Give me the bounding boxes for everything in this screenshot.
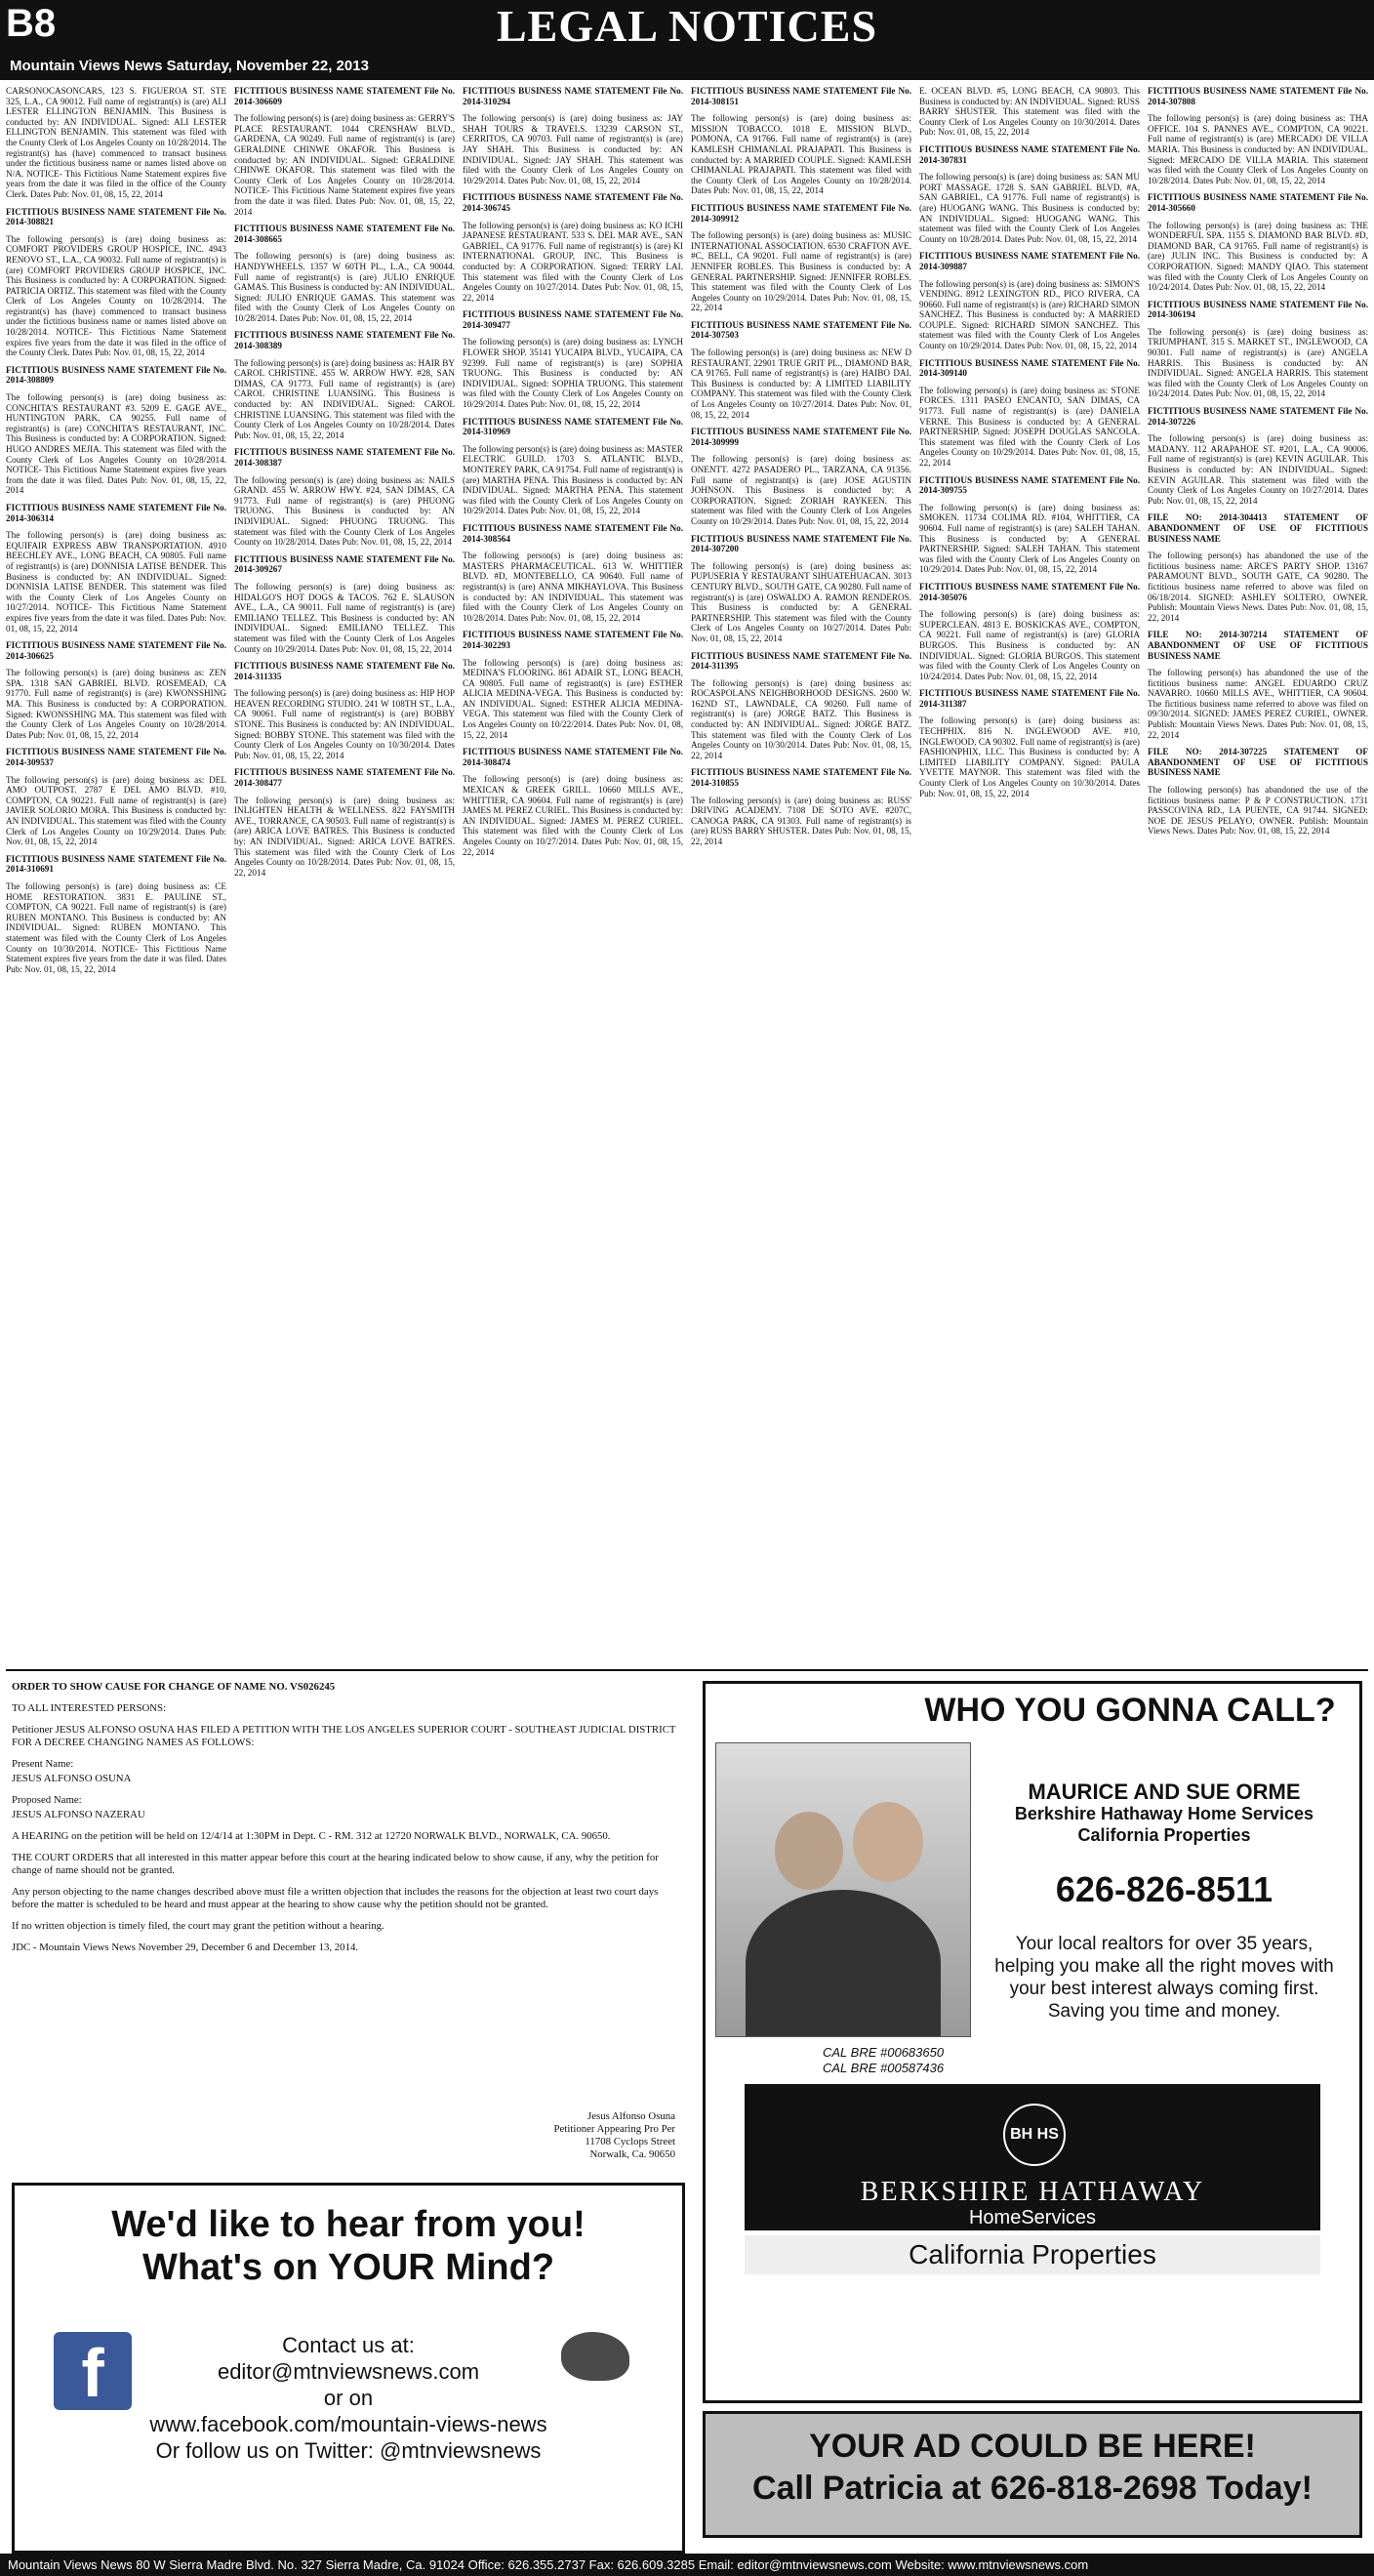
osc-petition: Petitioner JESUS ALFONSO OSUNA HAS FILED A PETITION WITH THE LOS ANGELES SUPERIOR COURT - SOUTHEAST JUDICIAL DISTRICT FOR A DECREE CHANGING NAMES AS FOLLOWS: (12, 1724, 676, 1748)
osc-publication: JDC - Mountain Views News November 29, December 6 and December 13, 2014. (12, 1942, 359, 1953)
dateline: Mountain Views News Saturday, November 22, 2013 (10, 58, 369, 74)
notice-column (919, 86, 1140, 1661)
notice-body: The following person(s) is (are) doing business as: NEW D RESTAURANT. 22901 TRUE GRIT PL., DIAMOND BAR, CA 91765. Full name of registrant(s) is (are) HAIBO DAI. This Business is conducted by: A LIMITED LIABILITY COMPANY. This statement was filed with the County Clerk of Los Angeles County on 10/27/2014. Dates Pub: Nov. 01, 08, 15, 22, 2014 (691, 348, 911, 420)
notice-title: FICTITIOUS BUSINESS NAME STATEMENT File No. 2014-310855 (691, 767, 911, 789)
page-number: B8 (6, 2, 57, 45)
notice-body: The following person(s) is (are) doing business as: CE HOME RESTORATION. 3831 E. PAULINE ST., COMPTON, CA 90221. Full name of registrant(s) is (are) RUBEN MONTANO. This Business is conducted by: AN INDIVIDUAL. Signed: RUBEN MONTANO. This statement was filed with the County Clerk of Los Angeles County on 10/30/2014. NOTICE- This Fictitious Name Statement expires five years from the date it was filed. Dates Pub: Nov. 01, 08, 15, 22, 2014 (6, 880, 226, 974)
notice-title: FICTITIOUS BUSINESS NAME STATEMENT File No. 2014-307200 (691, 533, 911, 554)
notice-body: The following person(s) is (are) doing business as: ROCASPOLANS NEIGHBORHOOD DESIGNS. 2600 W. 162ND ST., LAWNDALE, CA 90260. Full name of registrant(s) is (are) JORGE BATZ. This Business is conducted by: AN INDIVIDUAL. Signed: JORGE BATZ. This statement was filed with the County Clerk of Los Angeles County on 10/30/2014. Dates Pub: Nov. 01, 08, 15, 22, 2014 (691, 677, 911, 760)
osc-sign-address1: 11708 Cyclops Street (585, 2136, 675, 2147)
notice-title: FICTITIOUS BUSINESS NAME STATEMENT File No. 2014-308809 (6, 364, 226, 386)
osc-signature-block (441, 2110, 675, 2161)
cal-bre-1: CAL BRE #00683650 (823, 2045, 945, 2060)
notice-title: FICTITIOUS BUSINESS NAME STATEMENT File No. 2014-307226 (1148, 406, 1368, 427)
osc-sign-name: Jesus Alfonso Osuna (587, 2110, 675, 2122)
osc-no-objection: If no written objection is timely filed, the court may grant the petition without a hearing. (12, 1920, 384, 1932)
bhhs-sub: HomeServices (968, 2207, 1097, 2228)
masthead (0, 0, 1374, 53)
notice-title: FICTITIOUS BUSINESS NAME STATEMENT File No. 2014-305660 (1148, 192, 1368, 213)
notice-body: The following person(s) is (are) doing business as: JAY SHAH TOURS & TRAVELS. 13239 CARSON ST., CERRITOS, CA 90703. Full name of registrant(s) is (are) JAY SHAH. This Business is conducted by: AN INDIVIDUAL. Signed: JAY SHAH. This statement was filed with the County Clerk of Los Angeles County on 10/29/2014. Dates Pub: Nov. 01, 08, 15, 22, 2014 (463, 113, 683, 185)
notice-body: The following person(s) is (are) doing business as: TRIUMPHANT. 315 S. MARKET ST., INGLEWOOD, CA 90301. Full name of registrant(s) is (are) ANGELA HARRIS. This Business is conducted by: AN INDIVIDUAL. Signed: ANGELA HARRIS. This statement was filed with the County Clerk of Los Angeles County on 10/24/2014. Dates Pub: Nov. 01, 08, 15, 22, 2014 (1148, 326, 1368, 399)
notice-title: FICTITIOUS BUSINESS NAME STATEMENT File No. 2014-308474 (463, 747, 683, 767)
osc-title: ORDER TO SHOW CAUSE FOR CHANGE OF NAME NO. VS026245 (12, 1681, 336, 1693)
hear-from-you-ad (12, 2183, 685, 2554)
osc-to-all: TO ALL INTERESTED PERSONS: (12, 1702, 167, 1714)
notice-title: FICTITIOUS BUSINESS NAME STATEMENT File No. 2014-307808 (1148, 86, 1368, 106)
notice-body: The following person(s) is (are) doing business as: GERRY'S PLACE RESTAURANT. 1044 CRENSHAW BLVD., GARDENA, CA 90249. Full name of registrant(s) is (are) GERALDINE CHINWE OKAFOR. This Business is conducted by: AN INDIVIDUAL. Signed: GERALDINE CHINWE OKAFOR. This statement was filed with the County Clerk of Los Angeles County on 10/28/2014. NOTICE- This Fictitious Name Statement expires five years from the date it was filed. Dates Pub: Nov. 01, 08, 15, 22, 2014 (234, 113, 455, 217)
notice-title: FICTITIOUS BUSINESS NAME STATEMENT File No. 2014-309140 (919, 357, 1140, 379)
notice-body: The following person(s) is (are) doing business as: SMOKEN. 11734 COLIMA RD. #104, WHITTIER, CA 90604. Full name of registrant(s) is (are) SALEH TAHAN. This Business is conducted by: A GENERAL PARTNERSHIP. Signed: SALEH TAHAN. This statement was filed with the County Clerk of Los Angeles County on 10/29/2014. Dates Pub: Nov. 01, 08, 15, 22, 2014 (919, 502, 1140, 575)
notice-body: E. OCEAN BLVD. #5, LONG BEACH, CA 90803. This Business is conducted by: AN INDIVIDUAL. Signed: RUSS BARRY SHUSTER. This statement was filed with the County Clerk of Los Angeles County on 10/30/2014. Dates Pub: Nov. 01, 08, 15, 22, 2014 (919, 86, 1140, 138)
notice-body: The following person(s) is (are) doing business as: HAIR BY CAROL CHRISTINE. 455 W. ARROW HWY. #28, SAN DIMAS, CA 91773. Full name of registrant(s) is (are) CAROL CHRISTINE LUANSING. This Business is conducted by: AN INDIVIDUAL. Signed: CAROL CHRISTINE LUANSING. This statement was filed with the County Clerk of Los Angeles County on 10/28/2014. Dates Pub: Nov. 01, 08, 15, 22, 2014 (234, 357, 455, 440)
facebook-icon: f (54, 2332, 132, 2410)
notice-body: The following person(s) has abandoned the use of the fictitious business name: ANGEL EDUARDO CRUZ NAVARRO. 10660 MILLS AVE., WHITTIER, CA 90604. The fictitious business name referred to above was filed on 09/30/2014. SIGNED: JAMES PEREZ CURIEL, OWNER. Publish: Mountain Views News. Dates Pub: Nov. 01, 08, 15, 22, 2014 (1148, 668, 1368, 740)
hear-contact-block (15, 2332, 682, 2464)
osc-present-name: JESUS ALFONSO OSUNA (12, 1773, 132, 1784)
notice-title: FICTITIOUS BUSINESS NAME STATEMENT File No. 2014-309477 (463, 309, 683, 330)
notice-column (6, 86, 226, 1661)
notice-title: FICTITIOUS BUSINESS NAME STATEMENT File No. 2014-309887 (919, 251, 1140, 271)
notice-title: FICTITIOUS BUSINESS NAME STATEMENT File No. 2014-308665 (234, 224, 455, 244)
realtor-ad (703, 1681, 1362, 2403)
your-ad-line1: YOUR AD COULD BE HERE! (809, 2428, 1256, 2465)
hear-line1: We'd like to hear from you! (111, 2204, 586, 2245)
notice-body: The following person(s) is (are) doing business as: INLIGHTEN HEALTH & WELLNESS. 822 FAYSMITH AVE., TORRANCE, CA 90503. Full name of registrant(s) is (are) ARICA LOVE BATRES. This Business is conducted by: AN INDIVIDUAL. Signed: ARICA LOVE BATRES. This statement was filed with the County Clerk of Los Angeles County on 10/28/2014. Dates Pub: Nov. 01, 08, 15, 22, 2014 (234, 795, 455, 878)
notice-body: The following person(s) is (are) doing business as: NAILS GRAND. 455 W. ARROW HWY. #24, SAN DIMAS, CA 91773. Full name of registrant(s) is (are) PHUONG TRUONG. This Business is conducted by: AN INDIVIDUAL. Signed: PHUONG TRUONG. This statement was filed with the County Clerk of Los Angeles County on 10/28/2014. Dates Pub: Nov. 01, 08, 15, 22, 2014 (234, 474, 455, 548)
notice-body: The following person(s) is (are) doing business as: EQUIFAIR EXPRESS ABW TRANSPORTATION. 4910 BEECHLEY AVE., LONG BEACH, CA 90805. Full name of registrant(s) is (are) DONNISIA LATISE BENDER. This Business is conducted by: AN INDIVIDUAL. Signed: DONNISIA LATISE BENDER. This statement was filed with the County Clerk of Los Angeles County on 10/27/2014. NOTICE- This Fictitious Name Statement expires five years from the date it was filed. Dates Pub: Nov. 01, 08, 15, 22, 2014 (6, 530, 226, 634)
notice-body: The following person(s) is (are) doing business as: SIMON'S VENDING. 8912 LEXINGTON RD., PICO RIVERA, CA 90660. Full name of registrant(s) is (are) RICHARD SIMON SANCHEZ. This Business is conducted by: A MARRIED COUPLE. Signed: RICHARD SIMON SANCHEZ. This statement was filed with the County Clerk of Los Angeles County on 10/29/2014. Dates Pub: Nov. 01, 08, 15, 22, 2014 (919, 278, 1140, 351)
osc-proposed-label: Proposed Name: (12, 1794, 82, 1806)
notice-title: FICTITIOUS BUSINESS NAME STATEMENT File No. 2014-307503 (691, 319, 911, 341)
section-title: LEGAL NOTICES (496, 1, 878, 51)
notice-title: FICTITIOUS BUSINESS NAME STATEMENT File No. 2014-310969 (463, 416, 683, 437)
footer-text: Mountain Views News 80 W Sierra Madre Blvd. No. 327 Sierra Madre, Ca. 91024 Office: 626.355.2737 Fax: 626.609.3285 Email: editor@mtnviewsnews.com Website: www.mtnviewsnews.com (8, 2557, 1089, 2572)
notice-body: CARSONOCASONCARS, 123 S. FIGUEROA ST. STE 325, L.A., CA 90012. Full name of registrant(s) is (are) ALI LESTER ELLINGTON BENJAMIN. This Business is conducted by: AN INDIVIDUAL. Signed: ALI LESTER ELLINGTON BENJAMIN. This statement was filed with the County Clerk of Los Angeles County on 10/28/2014. The registrant(s) has (have) commenced to transact business under the fictitious business name or names listed above on N/A. NOTICE- This Fictitious Name Statement expires five years from the date it was filed in the office of the County Clerk. Dates Pub: Nov. 01, 08, 15, 22, 2014 (6, 86, 226, 199)
notice-body: The following person(s) has abandoned the use of the fictitious business name: ARCE'S PARTY SHOP. 13167 PARAMOUNT BLVD., SOUTH GATE, CA 90280. The fictitious business name referred to above was filed on 06/18/2014. SIGNED: ASHLEY SOLTERO, OWNER. Publish: Mountain Views News. Dates Pub: Nov. 01, 08, 15, 22, 2014 (1148, 551, 1368, 623)
notice-body: The following person(s) is (are) doing business as: MISSION TOBACCO. 1018 E. MISSION BLVD., POMONA, CA 91766. Full name of registrant(s) is (are) KAMLESH CHIMANLAL PRAJAPATI. This Business is conducted by: A MARRIED COUPLE. Signed: KAMLESH CHIMANLAL PRAJAPATI. This statement was filed with the County Clerk of Los Angeles County on 10/28/2014. Dates Pub: Nov. 01, 08, 15, 22, 2014 (691, 113, 911, 196)
bhhs-name: BERKSHIRE HATHAWAY (860, 2177, 1205, 2207)
notice-body: The following person(s) is (are) doing business as: COMFORT PROVIDERS GROUP HOSPICE, INC. 4943 RENOVO ST., L.A., CA 90032. Full name of registrant(s) is (are) COMFORT PROVIDERS GROUP HOSPICE, INC. This Business is conducted by: A CORPORATION. Signed: PATRICIA ORTIZ. This statement was filed with the County Clerk of Los Angeles County on 10/28/2014. The registrant(s) has (have) commenced to transact business under the fictitious business name or names listed above on 10/28/2014. NOTICE- This Fictitious Name Statement expires five years from the date it was filed in the office of the County Clerk. Dates Pub: Nov. 01, 08, 15, 22, 2014 (6, 233, 226, 358)
notice-body: The following person(s) is (are) doing business as: MASTERS PHARMACEUTICAL. 613 W. WHITTIER BLVD. #D, MONTEBELLO, CA 90640. Full name of registrant(s) is (are) ANNA MIKHAYLOVA. This Business is conducted by: AN INDIVIDUAL. This statement was filed with the County Clerk of Los Angeles County on 10/28/2014. Dates Pub: Nov. 01, 08, 15, 22, 2014 (463, 551, 683, 623)
notice-title: FICTITIOUS BUSINESS NAME STATEMENT File No. 2014-306194 (1148, 299, 1368, 320)
notice-body: The following person(s) is (are) doing business as: MEDINA'S FLOORING. 861 ADAIR ST., LONG BEACH, CA 90805. Full name of registrant(s) is (are) ESTHER ALICIA MEDINA-VEGA. This Business is conducted by: AN INDIVIDUAL. Signed: ESTHER ALICIA MEDINA-VEGA. This statement was filed with the County Clerk of Los Angeles County on 10/22/2014. Dates Pub: Nov. 01, 08, 15, 22, 2014 (463, 657, 683, 740)
realtor-phone: 626-826-8511 (1055, 1869, 1273, 1909)
notice-body: The following person(s) is (are) doing business as: ONENTT. 4272 PASADERO PL., TARZANA, CA 91356. Full name of registrant(s) is (are) JOSE AGUSTIN JOHNSON. This Business is conducted by: A CORPORATION. Signed: ZORIAH RAYKEEN. This statement was filed with the County Clerk of Los Angeles County on 10/29/2014. Dates Pub: Nov. 01, 08, 15, 22, 2014 (691, 454, 911, 526)
notice-title: FICTITIOUS BUSINESS NAME STATEMENT File No. 2014-310691 (6, 853, 226, 875)
notice-body: The following person(s) is (are) doing business as: SAN MU PORT MASSAGE. 1728 S. SAN GABRIEL BLVD. #A, SAN GABRIEL, CA 91776. Full name of registrant(s) is (are) HUOGANG WANG. This Business is conducted by: AN INDIVIDUAL. Signed: HUOGANG WANG. This statement was filed with the County Clerk of Los Angeles County on 10/28/2014. Dates Pub: Nov. 01, 08, 15, 22, 2014 (919, 172, 1140, 244)
osc-sign-address2: Norwalk, Ca. 90650 (589, 2148, 675, 2160)
notice-title: FICTITIOUS BUSINESS NAME STATEMENT File No. 2014-306745 (463, 192, 683, 213)
notice-body: The following person(s) is (are) doing business as: THE WONDERFUL SPA. 1155 S. DIAMOND BAR BLVD. #D, DIAMOND BAR, CA 91765. Full name of registrant(s) is (are) JULIN INC. This Business is conducted by: A CORPORATION. Signed: MANDY QIAO. This statement was filed with the County Clerk of Los Angeles County on 10/24/2014. Dates Pub: Nov. 01, 08, 15, 22, 2014 (1148, 220, 1368, 293)
notice-body: The following person(s) is (are) doing business as: SUPERCLEAN. 4813 E. BOSKICKAS AVE., COMPTON, CA 90221. Full name of registrant(s) is (are) GLORIA BURGOS. This Business is conducted by: AN INDIVIDUAL. Signed: GLORIA BURGOS. This statement was filed with the County Clerk of Los Angeles County on 10/24/2014. Dates Pub: Nov. 01, 08, 15, 22, 2014 (919, 609, 1140, 681)
osc-proposed-name: JESUS ALFONSO NAZERAU (12, 1809, 145, 1820)
order-to-show-cause (12, 1681, 685, 2169)
hear-or-on: or on (323, 2386, 374, 2410)
notice-body: The following person(s) has abandoned the use of the fictitious business name: P & P CONSTRUCTION. 1731 PASSCOVINA RD., LA PUENTE, CA 91744. SIGNED: NOE DE JESUS PELAYO, OWNER. Publish: Mountain Views News. Dates Pub: Nov. 01, 08, 15, 22, 2014 (1148, 785, 1368, 837)
osc-objection: Any person objecting to the name changes described above must file a written objection that includes the reasons for the objection at least two court days before the matter is scheduled to be heard and must appear at the hearing to show cause why the petition should not be granted. (12, 1886, 659, 1910)
hear-email[interactable]: editor@mtnviewsnews.com (217, 2359, 480, 2384)
notice-title: FICTITIOUS BUSINESS NAME STATEMENT File No. 2014-311387 (919, 688, 1140, 709)
legal-notice-columns (6, 86, 1368, 1661)
notice-title: FICTITIOUS BUSINESS NAME STATEMENT File No. 2014-308387 (234, 447, 455, 468)
notice-body: The following person(s) is (are) doing business as: MASTER ELECTRIC GUILD. 1703 S. ATLANTIC BLVD., MONTEREY PARK, CA 91754. Full name of registrant(s) is (are) MARTHA PENA. This Business is conducted by: AN INDIVIDUAL. Signed: MARTHA PENA. This statement was filed with the County Clerk of Los Angeles County on 10/29/2014. Dates Pub: Nov. 01, 08, 15, 22, 2014 (463, 443, 683, 516)
notice-body: The following person(s) is (are) doing business as: STONE FORCES. 1311 PASEO ENCANTO, SAN DIMAS, CA 91773. Full name of registrant(s) is (are) DANIELA VERNE. This Business is conducted by: A GENERAL PARTNERSHIP. Signed: JOSEPH DOUGLAS SANCOLA. This statement was filed with the County Clerk of Los Angeles County on 10/29/2014. Dates Pub: Nov. 01, 08, 15, 22, 2014 (919, 385, 1140, 468)
notice-column (234, 86, 455, 1661)
realtor-photo (715, 1742, 971, 2037)
notice-title: FICTITIOUS BUSINESS NAME STATEMENT File No. 2014-306625 (6, 640, 226, 661)
realtor-license (823, 2045, 944, 2076)
hear-facebook[interactable]: www.facebook.com/mountain-views-news (149, 2412, 547, 2436)
notice-title: FICTITIOUS BUSINESS NAME STATEMENT File No. 2014-309912 (691, 202, 911, 224)
realtor-region: California Properties (1077, 1825, 1251, 1845)
notice-body: The following person(s) is (are) doing business as: HANDYWHEELS. 1357 W 60TH PL., L.A., CA 90044. Full name of registrant(s) is (are) JULIO ENRIQUE GAMAS. This Business is conducted by: AN INDIVIDUAL. Signed: JULIO ENRIQUE GAMAS. This statement was filed with the County Clerk of Los Angeles County on 10/28/2014. Dates Pub: Nov. 01, 08, 15, 22, 2014 (234, 251, 455, 323)
bhhs-logo (745, 2084, 1320, 2230)
notice-body: The following person(s) is (are) doing business as: MADANY. 112 ARAPAHOE ST. #201, L.A., CA 90006. Full name of registrant(s) is (are) KEVIN AGUILAR. This Business is conducted by: AN INDIVIDUAL. Signed: KEVIN AGUILAR. This statement was filed with the County Clerk of Los Angeles County on 10/27/2014. Dates Pub: Nov. 01, 08, 15, 22, 2014 (1148, 433, 1368, 506)
notice-title: FICTITIOUS BUSINESS NAME STATEMENT File No. 2014-311395 (691, 650, 911, 672)
your-ad-line2: Call Patricia at 626-818-2698 Today! (752, 2470, 1313, 2507)
notice-body: The following person(s) is (are) doing business as: PUPUSERIA Y RESTAURANT SIHUATEHUACAN. 3013 CENTURY BLVD., SOUTH GATE, CA 90280. Full name of registrant(s) is (are) OSWALDO A. RAMON RENDEROS. This Business is conducted by: A GENERAL PARTNERSHIP. This statement was filed with the County Clerk of Los Angeles County on 10/27/2014. Dates Pub: Nov. 01, 08, 15, 22, 2014 (691, 560, 911, 643)
notice-title: FICTITIOUS BUSINESS NAME STATEMENT File No. 2014-308564 (463, 522, 683, 544)
notice-title: FICTITIOUS BUSINESS NAME STATEMENT File No. 2014-305076 (919, 581, 1140, 602)
notice-title: FICTITIOUS BUSINESS NAME STATEMENT File No. 2014-309755 (919, 474, 1140, 496)
notice-title: FILE NO: 2014-307225 STATEMENT OF ABANDONMENT OF USE OF FICTITIOUS BUSINESS NAME (1148, 747, 1368, 778)
notice-body: The following person(s) is (are) doing business as: MEXICAN & GREEK GRILL. 10660 MILLS AVE., WHITTIER, CA 90604. Full name of registrant(s) is (are) JAMES M. PEREZ CURIEL. This Business is conducted by: AN INDIVIDUAL. Signed: JAMES M. PEREZ CURIEL. This statement was filed with the County Clerk of Los Angeles County on 10/27/2014. Dates Pub: Nov. 01, 08, 15, 22, 2014 (463, 774, 683, 857)
notice-title: FICTITIOUS BUSINESS NAME STATEMENT File No. 2014-307831 (919, 143, 1140, 165)
page-footer (0, 2554, 1374, 2576)
notice-column (1148, 86, 1368, 1661)
cal-bre-2: CAL BRE #00587436 (823, 2061, 945, 2075)
hear-twitter[interactable]: Or follow us on Twitter: @mtnviewsnews (155, 2438, 542, 2463)
realtor-names: MAURICE AND SUE ORME (1028, 1779, 1301, 1804)
osc-hearing: A HEARING on the petition will be held on 12/4/14 at 1:30PM in Dept. C - RM. 312 at 12720 NORWALK BLVD., NORWALK, CA. 90650. (12, 1830, 611, 1842)
notice-column (691, 86, 911, 1661)
notice-body: The following person(s) is (are) doing business as: THA OFFICE. 104 S. PANNES AVE., COMPTON, CA 90221. Full name of registrant(s) is (are) MERCADO DE VILLA MARIA. This Business is conducted by: AN INDIVIDUAL. Signed: MERCADO DE VILLA MARIA. This statement was filed with the County Clerk of Los Angeles County on 10/28/2014. Dates Pub: Nov. 01, 08, 15, 22, 2014 (1148, 113, 1368, 185)
hear-line2: What's on YOUR Mind? (141, 2247, 555, 2288)
realtor-names-block (979, 1781, 1350, 1846)
notice-title: FICTITIOUS BUSINESS NAME STATEMENT File No. 2014-308389 (234, 330, 455, 351)
notice-title: FILE NO: 2014-307214 STATEMENT OF ABANDONMENT OF USE OF FICTITIOUS BUSINESS NAME (1148, 630, 1368, 661)
osc-present-label: Present Name: (12, 1758, 74, 1770)
notice-title: FICTITIOUS BUSINESS NAME STATEMENT File No. 2014-306609 (234, 86, 455, 106)
notice-title: FICTITIOUS BUSINESS NAME STATEMENT File No. 2014-309267 (234, 553, 455, 575)
osc-sign-role: Petitioner Appearing Pro Per (553, 2123, 675, 2135)
hear-contact: Contact us at: (282, 2333, 415, 2357)
notice-title: FICTITIOUS BUSINESS NAME STATEMENT File No. 2014-308821 (6, 206, 226, 227)
notice-body: The following person(s) is (are) doing business as: LYNCH FLOWER SHOP. 35141 YUCAIPA BLVD., YUCAIPA, CA 92399. Full name of registrant(s) is (are) SOPHIA TRUONG. This Business is conducted by: AN INDIVIDUAL. Signed: SOPHIA TRUONG. This statement was filed with the County Clerk of Los Angeles County on 10/29/2014. Dates Pub: Nov. 01, 08, 15, 22, 2014 (463, 337, 683, 410)
notice-body: The following person(s) is (are) doing business as: TECHPHIX. 816 N. INGLEWOOD AVE. #10, INGLEWOOD, CA 90302. Full name of registrant(s) is (are) FASHIONPHIX, LLC. This Business is conducted by: A LIMITED LIABILITY COMPANY. Signed: PAULA YVETTE MAYNOR. This statement was filed with the County Clerk of Los Angeles County on 10/30/2014. Dates Pub: Nov. 01, 08, 15, 22, 2014 (919, 716, 1140, 798)
notice-body: The following person(s) is (are) doing business as: MUSIC INTERNATIONAL ASSOCIATION. 6530 CRAFTON AVE. #C, BELL, CA 90201. Full name of registrant(s) is (are) JENNIFER ROBLES. This Business is conducted by: A GENERAL PARTNERSHIP. Signed: JENNIFER ROBLES. This statement was filed with the County Clerk of Los Angeles County on 10/29/2014. Dates Pub: Nov. 01, 08, 15, 22, 2014 (691, 230, 911, 313)
notice-body: The following person(s) is (are) doing business as: CONCHITA'S RESTAURANT #3. 5209 E. GAGE AVE., HUNTINGTON PARK, CA 90255. Full name of registrant(s) is (are) CONCHITA'S RESTAURANT, INC. This Business is conducted by: A CORPORATION. Signed: HUGO ANDRES MEJIA. This statement was filed with the County Clerk of Los Angeles County on 10/28/2014. NOTICE- This Fictitious Name Statement expires five years from the date it was filed. Dates Pub: Nov. 01, 08, 15, 22, 2014 (6, 392, 226, 496)
notice-title: FICTITIOUS BUSINESS NAME STATEMENT File No. 2014-309999 (691, 427, 911, 447)
notice-title: FILE NO: 2014-304413 STATEMENT OF ABANDONMENT OF USE OF FICTITIOUS BUSINESS NAME (1148, 512, 1368, 544)
notice-title: FICTITIOUS BUSINESS NAME STATEMENT File No. 2014-311335 (234, 661, 455, 681)
dateline-bar (0, 53, 1374, 80)
notice-title: FICTITIOUS BUSINESS NAME STATEMENT File No. 2014-308151 (691, 86, 911, 106)
realtor-company: Berkshire Hathaway Home Services (1014, 1804, 1314, 1823)
realtor-headline: WHO YOU GONNA CALL? (924, 1692, 1336, 1729)
notice-column (463, 86, 683, 1661)
notice-title: FICTITIOUS BUSINESS NAME STATEMENT File No. 2014-310294 (463, 86, 683, 106)
notice-title: FICTITIOUS BUSINESS NAME STATEMENT File No. 2014-308477 (234, 767, 455, 789)
realtor-body: Your local realtors for over 35 years, helping you make all the right moves with your best interest always coming first. Saving you time and money. (994, 1934, 1334, 2022)
hear-headline (15, 2203, 682, 2289)
notice-body: The following person(s) is (are) doing business as: HIDALGO'S HOT DOGS & TACOS. 762 E. SLAUSON AVE., L.A., CA 90011. Full name of registrant(s) is (are) EMILIANO TELLEZ. This Business is conducted by: AN INDIVIDUAL. Signed: EMILIANO TELLEZ. This statement was filed with the County Clerk of Los Angeles County on 10/29/2014. Dates Pub: Nov. 01, 08, 15, 22, 2014 (234, 581, 455, 654)
section-divider (6, 1669, 1368, 1671)
osc-orders: THE COURT ORDERS that all interested in this matter appear before this court at the hearing indicated below to show cause, if any, why the petition for change of name should not be granted. (12, 1852, 659, 1876)
bhhs-seal-icon: BH HS (1003, 2104, 1066, 2166)
notice-body: The following person(s) is (are) doing business as: KO ICHI JAPANESE RESTAURANT. 533 S. DEL MAR AVE., SAN GABRIEL, CA 91776. Full name of registrant(s) is (are) KI INTERNATIONAL GROUP, INC. This Business is conducted by: A CORPORATION. Signed: TERRY LAI. This statement was filed with the County Clerk of Los Angeles County on 10/27/2014. Dates Pub: Nov. 01, 08, 15, 22, 2014 (463, 220, 683, 303)
bhhs-region: California Properties (745, 2235, 1320, 2274)
notice-title: FICTITIOUS BUSINESS NAME STATEMENT File No. 2014-302293 (463, 630, 683, 650)
notice-body: The following person(s) is (are) doing business as: RUSS' DRIVING ACADEMY. 7108 DE SOTO AVE. #207C, CANOGA PARK, CA 91303. Full name of registrant(s) is (are) RUSS BARRY SHUSTER. Dates Pub: Nov. 01, 08, 15, 22, 2014 (691, 795, 911, 846)
notice-body: The following person(s) is (are) doing business as: DEL AMO OUTPOST. 2787 E DEL AMO BLVD. #10, COMPTON, CA 90221. Full name of registrant(s) is (are) JAVIER SOLORIO MORA. This Business is conducted by: AN INDIVIDUAL. This statement was filed with the County Clerk of Los Angeles County on 10/29/2014. Dates Pub: Nov. 01, 08, 15, 22, 2014 (6, 774, 226, 847)
your-ad-here (703, 2411, 1362, 2538)
notice-body: The following person(s) is (are) doing business as: ZEN SPA. 1318 SAN GABRIEL BLVD. ROSEMEAD, CA 91770. Full name of registrant(s) is (are) KWONSSHING MA. This Business is conducted by: A CORPORATION. Signed: KWONSSHING MA. This statement was filed with the County Clerk of Los Angeles County on 10/28/2014. Dates Pub: Nov. 01, 08, 15, 22, 2014 (6, 668, 226, 740)
notice-title: FICTITIOUS BUSINESS NAME STATEMENT File No. 2014-306314 (6, 502, 226, 523)
notice-body: The following person(s) is (are) doing business as: HIP HOP HEAVEN RECORDING STUDIO. 241 W 108TH ST., L.A., CA 90061. Full name of registrant(s) is (are) BOBBY STONE. This Business is conducted by: AN INDIVIDUAL. Signed: BOBBY STONE. This statement was filed with the County Clerk of Los Angeles County on 10/30/2014. Dates Pub: Nov. 01, 08, 15, 22, 2014 (234, 688, 455, 760)
notice-title: FICTITIOUS BUSINESS NAME STATEMENT File No. 2014-309537 (6, 747, 226, 768)
